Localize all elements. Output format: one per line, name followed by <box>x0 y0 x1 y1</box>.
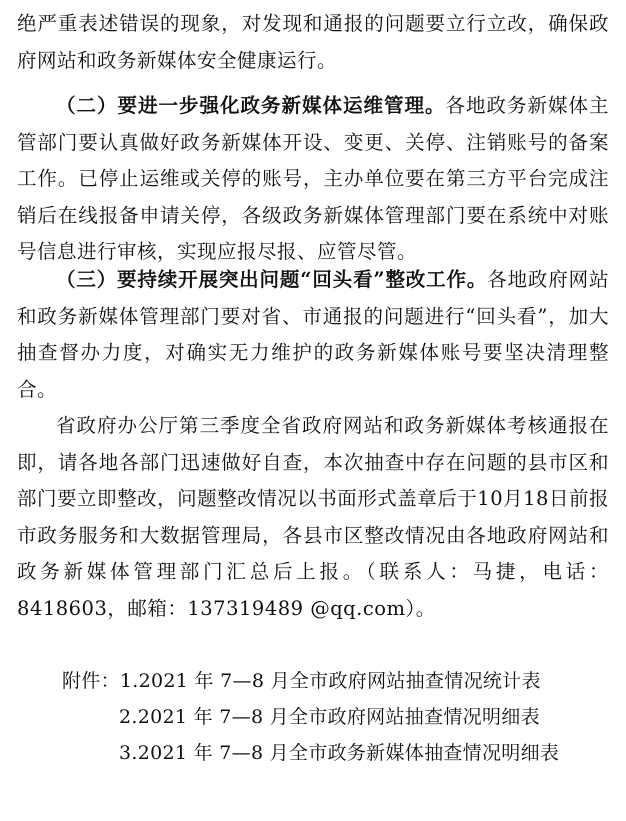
section-3-body: 各地政府网站和政务新媒体管理部门要对省、市通报的问题进行“回头看”，加大抽查督办力度，对确实无力维护的政务新媒体账号要坚决清理整合。 <box>17 268 609 401</box>
attachment-line-3 <box>119 735 559 771</box>
attachment-item: 1.2021 年 7—8 月全市政府网站抽查情况统计表 <box>119 670 541 692</box>
attachment-line-1 <box>62 663 541 699</box>
section-2-heading: （二）要进一步强化政务新媒体运维管理。 <box>56 94 446 117</box>
paragraph-section-2 <box>17 88 609 271</box>
paragraph-section-3 <box>17 262 609 408</box>
attachment-line-2 <box>119 699 540 735</box>
attachment-item: 2.2021 年 7—8 月全市政府网站抽查情况明细表 <box>119 706 540 728</box>
attachment-item: 3.2021 年 7—8 月全市政务新媒体抽查情况明细表 <box>119 742 560 764</box>
paragraph-notice: 省政府办公厅第三季度全省政府网站和政务新媒体考核通报在即，请各地各部门迅速做好自查，本次抽查中存在问题的县市区和部门要立即整改，问题整改情况以书面形式盖章后于10月18日前报市政务服务和大数据管理局，各县市区整改情况由各地政府网站和政务新媒体管理部门汇总后上报。（联系人：马捷，电话：8418603，邮箱：137319489 @qq.com）。 <box>17 414 609 620</box>
attachments-label: 附件： <box>62 670 120 692</box>
section-3-heading: （三）要持续开展突出问题“回头看”整改工作。 <box>56 268 488 291</box>
section-2-body: 各地政务新媒体主管部门要认真做好政务新媒体开设、变更、关停、注销账号的备案工作。已停止运维或关停的账号，主办单位要在第三方平台完成注销后在线报备申请关停，各级政务新媒体管理部门要在系统中对账号信息进行审核，实现应报尽报、应管尽管。 <box>17 94 609 263</box>
paragraph-continuation: 绝严重表述错误的现象，对发现和通报的问题要立行立改，确保政府网站和政务新媒体安全健康运行。 <box>17 12 609 72</box>
